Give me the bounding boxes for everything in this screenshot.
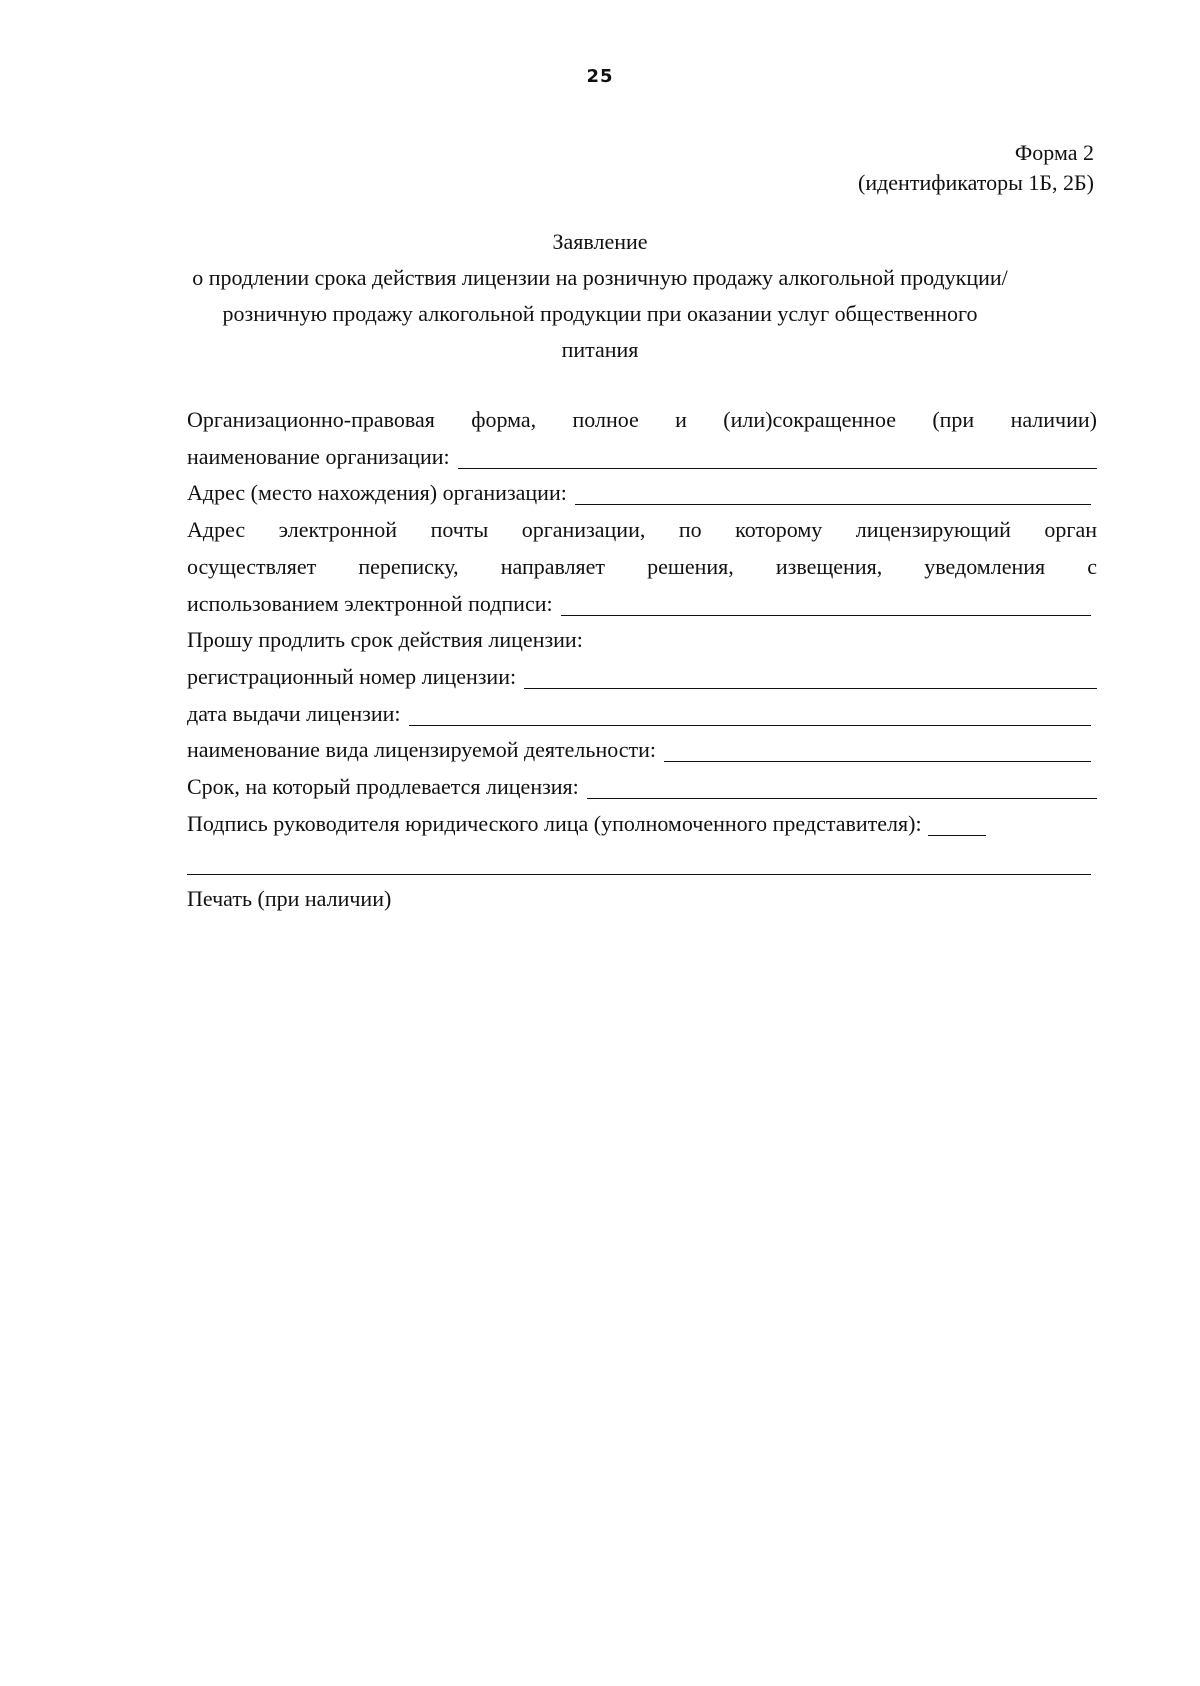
email-field[interactable] [187,586,1097,623]
email-blank[interactable] [561,614,1091,616]
org-name-field[interactable] [187,439,1097,476]
address-label: Адрес (место нахождения) организации: [187,480,567,506]
document-title [140,224,1060,368]
signature-blank[interactable] [928,835,986,836]
org-name-blank[interactable] [458,467,1097,469]
signature-label: Подпись руководителя юридического лица (уполномоченного представителя): [187,810,922,836]
form-label [858,138,1094,198]
request-text: Прошу продлить срок действия лицензии: [187,627,583,653]
title-line-2: розничную продажу алкогольной продукции при оказании услуг общественного [222,301,978,326]
reg-number-field[interactable] [187,659,1097,696]
title-line-3: питания [561,337,639,362]
issue-date-blank[interactable] [409,724,1091,726]
org-form-label: Организационно-правовая форма, полное и (или)сокращенное (при наличии) [187,407,1097,432]
reg-number-label: регистрационный номер лицензии: [187,663,517,689]
page-number: 25 [586,66,614,87]
email-label-line-2: осуществляет переписку, направляет решения, извещения, уведомления с [187,553,1097,579]
signature-continuation-line[interactable] [187,842,1097,879]
activity-field[interactable] [187,732,1097,769]
activity-label: наименование вида лицензируемой деятельности: [187,737,657,763]
issue-date-field[interactable] [187,696,1097,733]
address-field[interactable] [187,475,1097,512]
form-body [187,402,1097,918]
org-name-label: наименование организации: [187,443,450,469]
issue-date-label: дата выдачи лицензии: [187,700,401,726]
activity-blank[interactable] [664,760,1091,762]
signature-field[interactable] [187,806,1097,843]
title-line-1: о продлении срока действия лицензии на розничную продажу алкогольной продукции/ [192,265,1008,290]
term-blank[interactable] [587,797,1097,799]
term-field[interactable] [187,769,1097,806]
reg-number-blank[interactable] [524,687,1097,689]
title-heading: Заявление [552,229,648,254]
term-label: Срок, на который продлевается лицензия: [187,774,579,800]
stamp-label: Печать (при наличии) [187,886,392,912]
form-identifiers: (идентификаторы 1Б, 2Б) [858,170,1094,195]
email-label-line-1: Адрес электронной почты организации, по которому лицензирующий орган [187,517,1097,543]
form-name: Форма 2 [1014,140,1094,165]
signature-continuation-blank[interactable] [187,874,1091,875]
email-label-line-3: использованием электронной подписи: [187,590,553,616]
address-blank[interactable] [575,503,1091,505]
